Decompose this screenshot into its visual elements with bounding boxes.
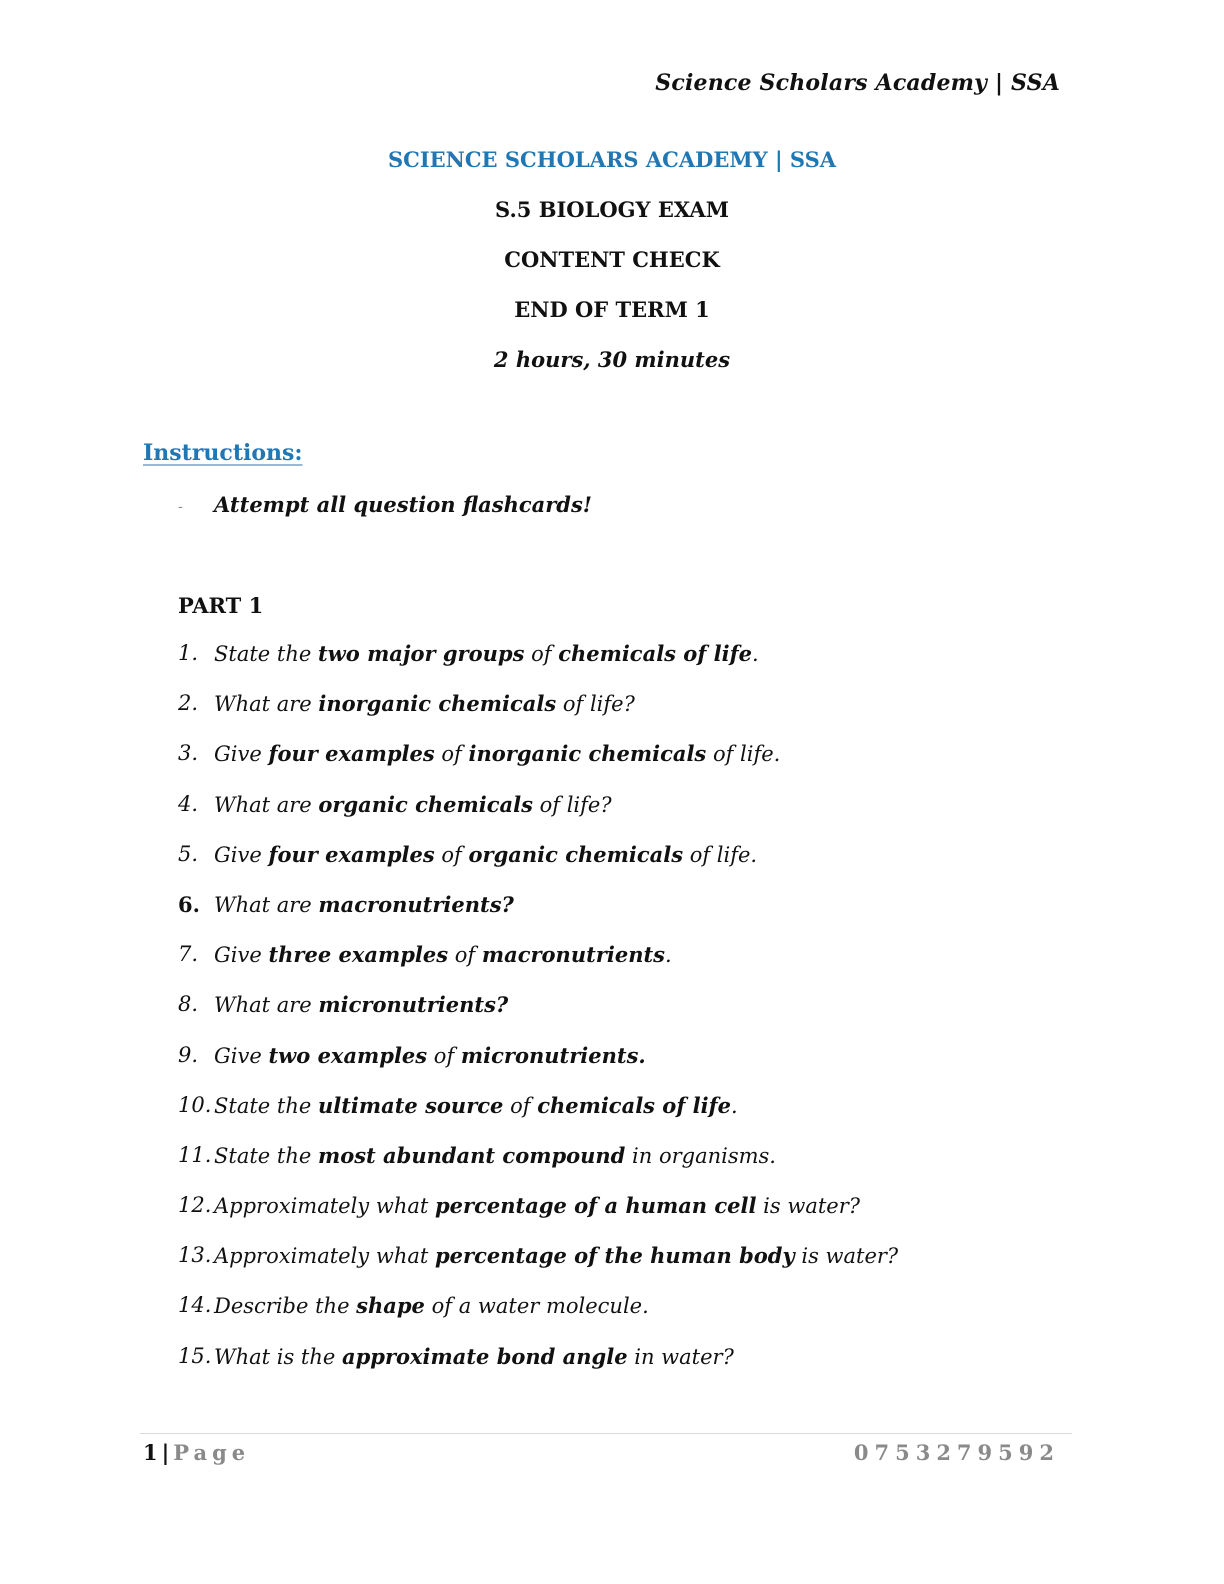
- question-item: [178, 892, 1078, 942]
- question-text: [214, 892, 514, 917]
- question-item: [178, 842, 1078, 892]
- question-fragment: Give: [214, 742, 269, 767]
- academy-title: SCIENCE SCHOLARS ACADEMY | SSA: [387, 147, 837, 172]
- question-text: [214, 1143, 776, 1168]
- question-fragment: Give: [214, 1043, 269, 1068]
- question-fragment: of life?: [556, 692, 635, 717]
- question-number: 14.: [178, 1293, 212, 1318]
- question-keyword: macronutrients: [481, 942, 665, 968]
- question-text: [214, 741, 780, 766]
- question-number: 15.: [178, 1343, 212, 1368]
- exam-title: S.5 BIOLOGY EXAM: [495, 197, 729, 222]
- question-fragment: of: [427, 1043, 461, 1068]
- question-keyword: organic chemicals: [318, 791, 533, 817]
- question-fragment: State the: [214, 642, 318, 666]
- question-item: [178, 691, 1078, 741]
- question-fragment: in water?: [627, 1344, 734, 1369]
- exam-subtitle: CONTENT CHECK: [504, 247, 720, 272]
- question-text: [214, 992, 508, 1017]
- page-footer-left: [143, 1440, 250, 1465]
- question-keyword: percentage of the human body: [434, 1243, 795, 1269]
- question-item: [178, 792, 1078, 842]
- instruction-text: Attempt all question flashcards!: [214, 492, 593, 517]
- question-text: [214, 1193, 860, 1218]
- exam-term: END OF TERM 1: [514, 297, 710, 322]
- question-number: 10.: [178, 1092, 212, 1117]
- question-fragment: What are: [214, 692, 319, 717]
- question-item: [178, 1143, 1078, 1193]
- question-keyword: ultimate source: [317, 1092, 504, 1118]
- question-keyword: shape: [356, 1293, 425, 1319]
- question-fragment: Approximately what: [214, 1194, 435, 1219]
- running-header: Science Scholars Academy | SSA: [655, 70, 1060, 96]
- question-keyword: micronutrients?: [318, 992, 509, 1018]
- question-text: [214, 842, 757, 867]
- question-item: [178, 641, 1078, 691]
- question-keyword: most abundant compound: [317, 1142, 626, 1168]
- page-label: Page: [173, 1440, 251, 1465]
- question-fragment: of life?: [532, 792, 612, 817]
- bullet-dash: -: [178, 498, 183, 515]
- question-fragment: What are: [214, 892, 319, 917]
- question-fragment: in organisms.: [625, 1143, 776, 1168]
- question-number: 9.: [178, 1042, 199, 1067]
- question-item: [178, 942, 1078, 992]
- question-fragment: .: [665, 943, 672, 968]
- footer-divider: [140, 1433, 1072, 1434]
- question-fragment: Give: [214, 842, 269, 867]
- question-keyword: chemicals of life: [558, 641, 753, 666]
- question-fragment: of life.: [706, 742, 781, 767]
- question-keyword: four examples: [268, 741, 435, 767]
- question-number: 5.: [178, 841, 199, 866]
- question-fragment: State the: [214, 1143, 318, 1168]
- question-fragment: .: [752, 642, 759, 666]
- question-text: [214, 1093, 738, 1118]
- question-keyword: percentage of a human cell: [434, 1193, 757, 1219]
- question-keyword: approximate bond angle: [341, 1343, 628, 1369]
- question-text: [214, 792, 612, 817]
- question-item: [178, 741, 1078, 791]
- question-text: [214, 1293, 649, 1318]
- footer-phone: 0753279592: [853, 1440, 1060, 1465]
- question-text: [214, 1344, 734, 1369]
- question-fragment: What is the: [214, 1344, 342, 1369]
- question-number: 2.: [178, 691, 199, 716]
- question-fragment: State the: [214, 1093, 318, 1118]
- question-number: 13.: [178, 1243, 212, 1268]
- question-item: [178, 1293, 1078, 1343]
- title-block: [0, 140, 1224, 390]
- question-keyword: chemicals of life: [537, 1092, 732, 1118]
- question-fragment: of: [434, 742, 469, 767]
- question-keyword: two examples: [268, 1042, 428, 1068]
- instruction-item: [178, 492, 592, 517]
- question-fragment: of: [524, 642, 559, 666]
- question-keyword: two major groups: [317, 641, 525, 666]
- question-fragment: What are: [214, 792, 319, 817]
- page-number: 1: [143, 1440, 158, 1465]
- footer-separator: |: [161, 1440, 170, 1465]
- question-item: [178, 992, 1078, 1042]
- question-keyword: inorganic chemicals: [468, 741, 707, 767]
- question-number: 12.: [178, 1193, 212, 1218]
- question-fragment: of: [503, 1093, 538, 1118]
- question-fragment: Give: [214, 943, 269, 968]
- question-fragment: of: [448, 943, 482, 968]
- question-item: [178, 1344, 1078, 1394]
- instructions-heading: Instructions:: [143, 440, 303, 466]
- question-number: 8.: [178, 992, 199, 1017]
- question-fragment: is water?: [756, 1194, 861, 1219]
- question-text: [214, 1043, 646, 1068]
- question-fragment: is water?: [794, 1244, 899, 1269]
- question-number: 7.: [178, 942, 199, 967]
- question-keyword: three examples: [268, 942, 449, 968]
- question-number: 11.: [178, 1142, 212, 1167]
- question-number: 1.: [178, 641, 199, 665]
- question-keyword: organic chemicals: [468, 841, 684, 867]
- question-keyword: macronutrients?: [318, 891, 514, 917]
- part-title: PART 1: [178, 593, 264, 618]
- question-text: [214, 1243, 898, 1268]
- question-item: [178, 1093, 1078, 1143]
- question-text: [214, 691, 635, 716]
- question-number: 3.: [178, 741, 199, 766]
- question-fragment: What are: [214, 993, 319, 1018]
- question-fragment: Describe the: [214, 1294, 357, 1319]
- question-keyword: inorganic chemicals: [318, 691, 557, 717]
- question-fragment: of a water molecule.: [424, 1294, 649, 1319]
- question-fragment: .: [731, 1093, 738, 1118]
- question-number: 6.: [178, 891, 200, 917]
- question-keyword: micronutrients.: [460, 1042, 646, 1068]
- question-keyword: four examples: [268, 841, 435, 867]
- question-list: [178, 641, 1078, 1394]
- question-fragment: Approximately what: [214, 1244, 435, 1269]
- question-text: [214, 942, 672, 967]
- question-item: [178, 1243, 1078, 1293]
- question-item: [178, 1043, 1078, 1093]
- question-fragment: of life.: [683, 842, 758, 867]
- question-item: [178, 1193, 1078, 1243]
- question-text: [214, 641, 759, 666]
- exam-duration: 2 hours, 30 minutes: [493, 347, 731, 372]
- question-number: 4.: [178, 791, 199, 816]
- question-fragment: of: [434, 842, 469, 867]
